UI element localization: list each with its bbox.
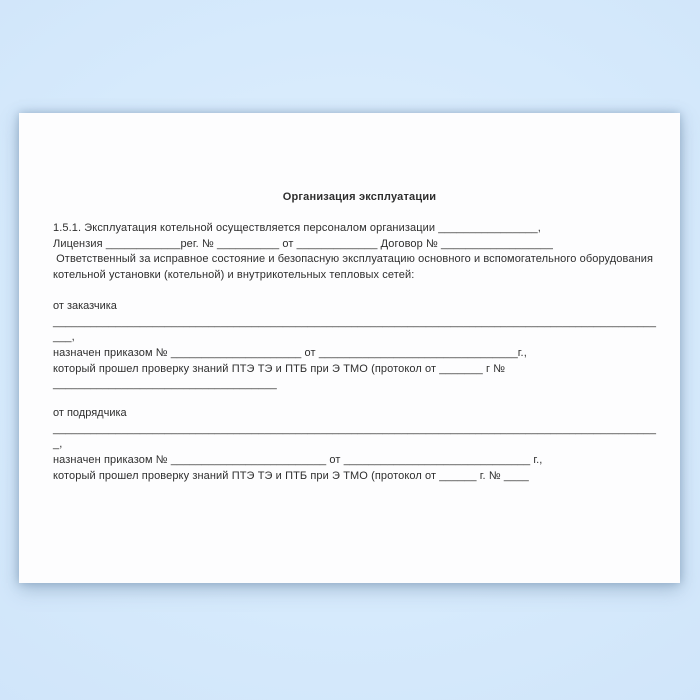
document-title: Организация эксплуатации (282, 191, 437, 203)
section-heading-customer: от заказчика (53, 299, 117, 312)
document-content (19, 113, 680, 485)
document-page (19, 113, 680, 583)
contractor-section (53, 406, 666, 485)
intro-line: Лицензия ____________рег. № __________ от _____________ Договор № __________________ (53, 237, 553, 250)
section-heading-contractor: от подрядчика (53, 407, 127, 420)
order-line: назначен приказом № _____________________ от ________________________________г., (53, 346, 527, 359)
intro-line: 1.5.1. Эксплуатация котельной осуществляется персоналом организации ________________, (53, 222, 541, 234)
wrap-line: ___, (53, 331, 75, 344)
blank-fill-line: _________________________________________________________________________________________________ (53, 315, 657, 328)
customer-section (53, 299, 666, 393)
continuation-fill-line: ____________________________________ (53, 378, 277, 391)
order-line: назначен приказом № _________________________ от ______________________________ г., (53, 454, 543, 467)
intro-paragraph (53, 221, 666, 284)
wrap-line: _, (53, 438, 63, 451)
knowledge-check-line: который прошел проверку знаний ПТЭ ТЭ и ПТБ при Э ТМО (протокол от ______ г. № ____ (53, 469, 529, 482)
knowledge-check-line: который прошел проверку знаний ПТЭ ТЭ и ПТБ при Э ТМО (протокол от _______ г № (53, 362, 506, 375)
intro-line: котельной установки (котельной) и внутрикотельных тепловых сетей: (53, 269, 415, 282)
intro-line: Ответственный за исправное состояние и безопасную эксплуатацию основного и вспомогательного оборудования (53, 253, 654, 266)
blank-fill-line: _________________________________________________________________________________________________ (53, 422, 657, 435)
